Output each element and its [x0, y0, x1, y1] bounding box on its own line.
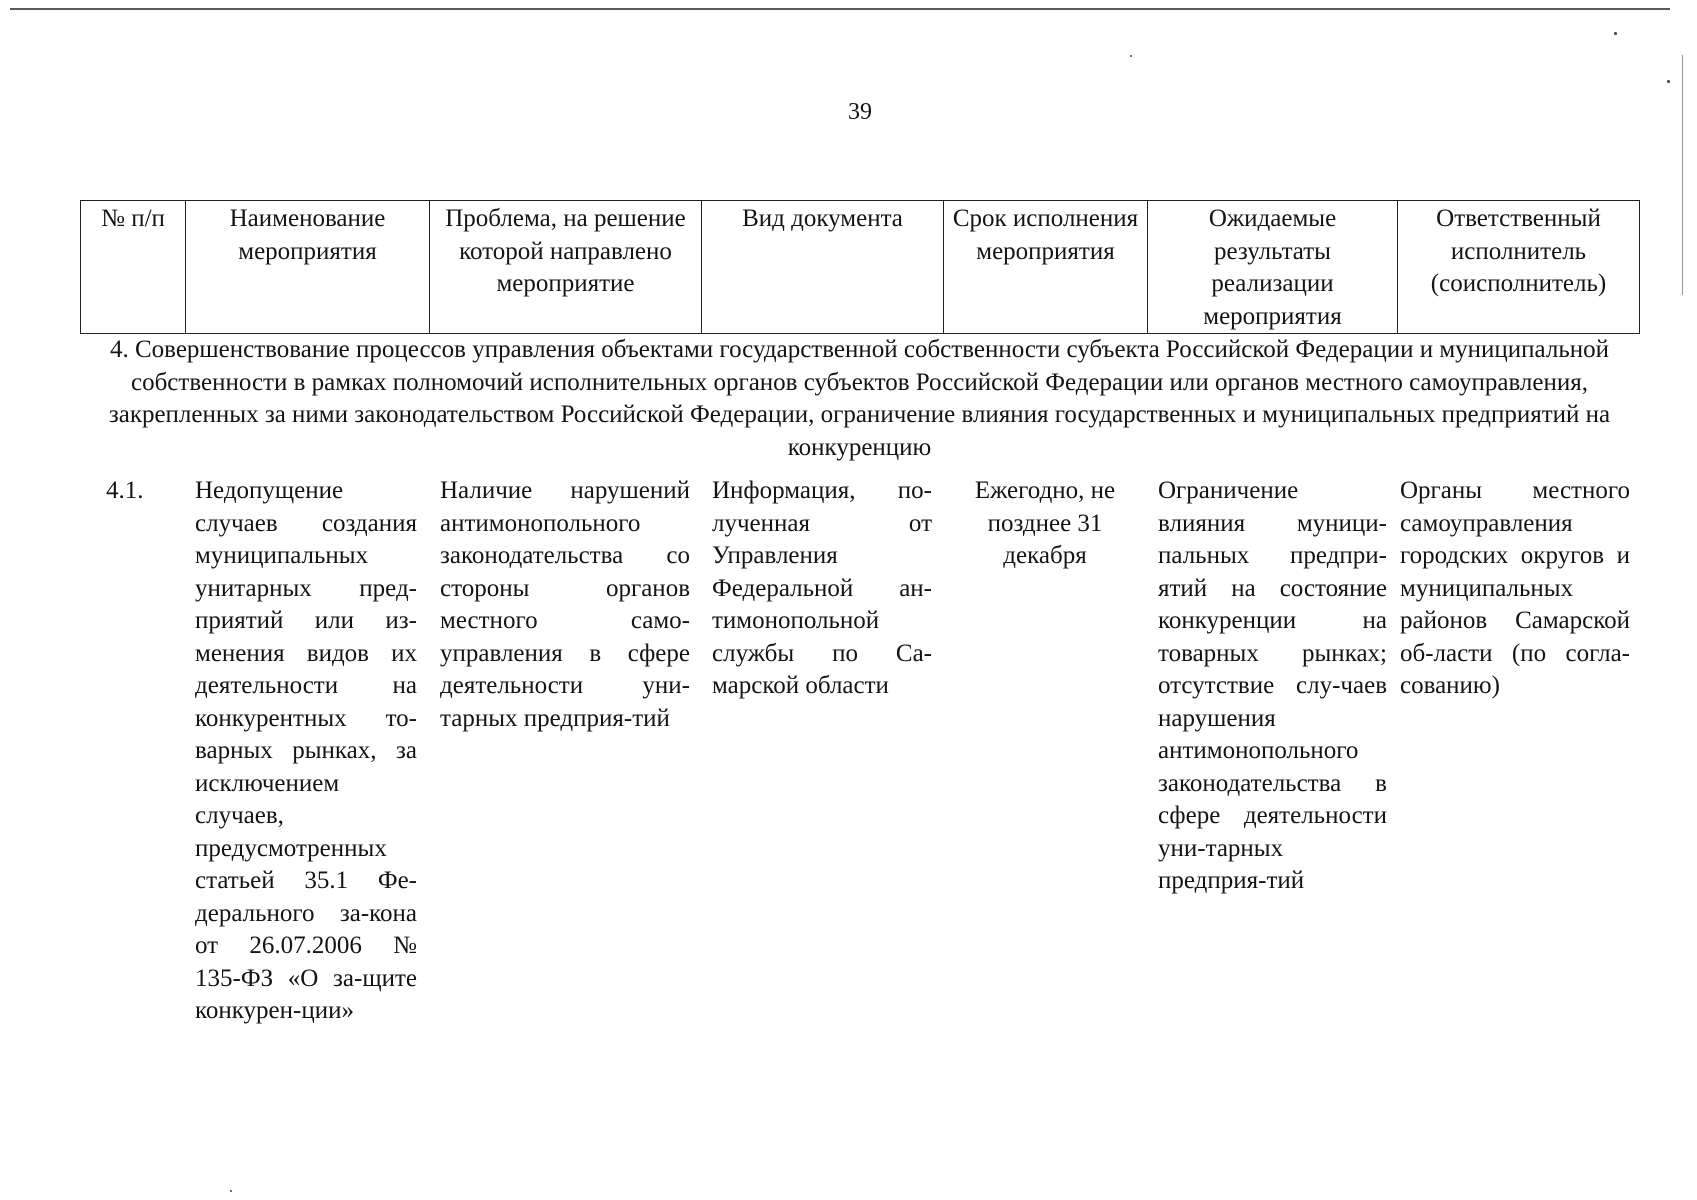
header-cell-document: Вид документа: [702, 201, 944, 334]
scan-top-border: [10, 8, 1670, 10]
row-problem: Наличие нарушений антимонопольного законодательства со стороны органов местного само-управления в сфере деятельности уни-тарных предприя-тий: [440, 477, 690, 732]
row-executor: Органы местного самоуправления городских округов и муниципальных районов Самарской об-ласти (по согла-сованию): [1400, 477, 1630, 699]
scan-speck: [230, 1190, 232, 1192]
row-document: Информация, по-лученная от Управления Федеральной ан-тимонопольной службы по Са-марской области: [712, 477, 932, 699]
header-cell-name: Наименование мероприятия: [186, 201, 430, 334]
scan-right-border: [1682, 55, 1683, 295]
row-results: Ограничение влияния муници-пальных предпри-ятий на состояние конкуренции на товарных рынках; отсутствие слу-чаев нарушения антимонопольного законодательства в сфере деятельности уни-тарных предприя-тий: [1158, 477, 1387, 894]
header-cell-deadline: Срок исполнения мероприятия: [944, 201, 1148, 334]
table-header: [80, 200, 1640, 334]
row-name: Недопущение случаев создания муниципальных унитарных пред-приятий или из-менения видов их деятельности на конкурентных то-варных рынках, за исключением случаев, предусмотренных статьей 35.1 Фе-дерального за-кона от 26.07.2006 № 135-ФЗ «О за-щите конкурен-ции»: [195, 477, 417, 1024]
row-number: 4.1.: [106, 477, 144, 504]
header-cell-problem: Проблема, на решение которой направлено мероприятие: [430, 201, 702, 334]
header-cell-number: № п/п: [81, 201, 186, 334]
header-cell-results: Ожидаемые результаты реализации мероприятия: [1148, 201, 1398, 334]
scan-speck: [1614, 32, 1617, 35]
section-heading: 4. Совершенствование процессов управления объектами государственной собственности субъекта Российской Федерации и муниципальной собственности в рамках полномочий исполнительных органов субъектов Российской Федерации или органов местного самоуправления, закрепленных за ними законодательством Российской Федерации, ограничение влияния государственных и муниципальных предприятий на конкуренцию: [108, 336, 1611, 461]
table-header-row: [81, 201, 1640, 334]
header-cell-executor: Ответственный исполнитель (соисполнитель): [1398, 201, 1640, 334]
row-deadline: Ежегодно, не позднее 31 декабря: [974, 477, 1116, 569]
scan-speck: [1130, 55, 1132, 57]
page-number: 39: [848, 99, 872, 125]
scan-speck: [1667, 80, 1670, 83]
